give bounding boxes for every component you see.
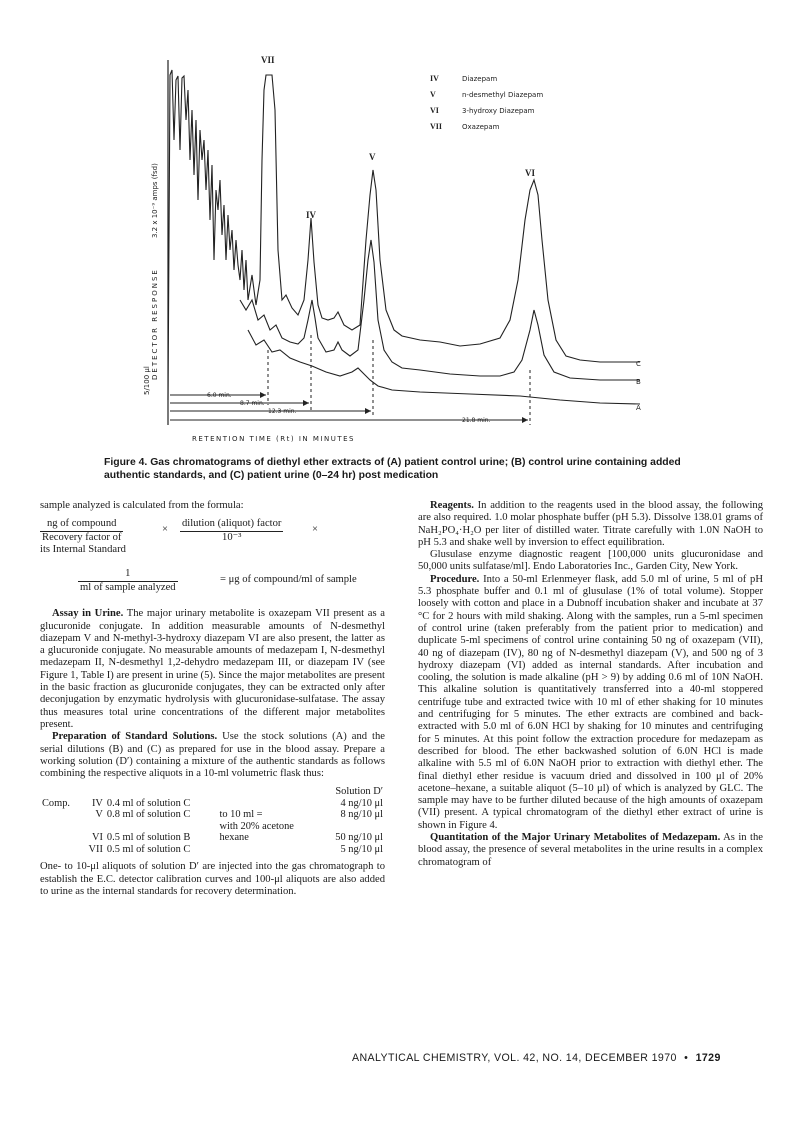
prep-paragraph [40,731,385,780]
y-axis-label: DETECTOR RESPONSE [151,268,159,380]
prep-body: Use the stock solutions (A) and the serial dilutions (B) and (C) as prepared for use in the blood assay. Prepare a working solution (D′) containing a mixture of the authentic standards as follows combining the respective aliquots in a 10-ml volumetric flask thus: [40,731,385,780]
legend-key-vii: VII [430,122,443,131]
legend-name-vii: Oxazepam [462,123,500,131]
procedure-paragraph [418,574,763,832]
assay-paragraph [40,608,385,731]
interval-label-8-7: 8.7 min. [240,400,265,407]
prep-heading: Preparation of Standard Solutions. [52,731,218,743]
y-bottom-label: 5/100 μl [143,366,151,395]
peak-label-iv: IV [306,210,317,220]
formula-one [40,518,385,562]
trace-label-c: C [636,360,641,368]
table-row-vi-id: VI [91,832,103,844]
interval-label-6: 6.0 min. [207,392,232,399]
f1-times: × [162,524,168,536]
f1-num-a: ng of compound [40,518,123,531]
procedure-heading: Procedure. [430,573,480,585]
table-row-vi-conc: 50 ng/10 μl [335,832,383,844]
reagents-paragraph [418,500,763,549]
trace-label-b: B [636,378,641,386]
legend-key-v: V [430,90,436,99]
formula-two [40,568,385,608]
quantitation-paragraph [418,832,763,869]
reagents-heading: Reagents. [430,500,474,511]
f1-times-2: × [312,524,318,536]
y-scale-label: 3.2 x 10⁻⁹ amps (fsd) [151,163,159,238]
legend-name-v: n-desmethyl Diazepam [462,91,544,99]
table-dilution-3: hexane [219,832,249,844]
peak-label-vi: VI [525,168,536,178]
table-row-v-id: V [95,809,103,821]
assay-body: The major urinary metabolite is oxazepam VII present as a glucuronide conjugate. In addition measurable amounts of N-desmethyl diazepam V and N-methyl-3-hydroxy diazepam VI are also present, the latter as a glucuronide conjugate. No measurable amounts of medazepam I, N-desmethyl medazepam II, N-desmethyl 1,2-dehydro medazepam III, or diazepam IV (see Figure 1, Table I) are present in urine (5). Since the major metabolites are present in the basic fraction as glucuronide conjugates, they can be extracted only after deconjugation by enzymatic hydrolysis with glucuronidase-sulfatase. The assay thus measures total urine concentrations of the different major metabolites present. [40,608,385,730]
legend-name-vi: 3-hydroxy Diazepam [462,107,535,115]
trace-a [248,330,640,404]
table-row-vii-conc: 5 ng/10 μl [340,843,383,855]
legend-key-iv: IV [430,74,439,83]
table-row-iv-id: IV [91,797,103,809]
table-row-vii-id: VII [88,843,103,855]
f2-den: ml of sample analyzed [80,581,176,593]
after-table-paragraph: One- to 10-μl aliquots of solution D′ are injected into the gas chromatograph to establish the E.C. detector calibration curves and 100-μl aliquots are also added to urine as the internal standards for recovery determination. [40,861,385,898]
chromatogram-figure [0,0,807,450]
journal-name: ANALYTICAL CHEMISTRY, VOL. 42, NO. 14, DECEMBER 1970 [352,1052,677,1064]
left-column [40,500,385,898]
formula-intro: sample analyzed is calculated from the formula: [40,500,244,511]
f1-num-b: dilution (aliquot) factor [180,518,283,531]
trace-c [168,70,640,400]
page-number: 1729 [695,1052,721,1064]
right-column [418,500,763,869]
interval-label-12-3: 12.3 min. [268,408,297,415]
quantitation-body: As in the blood assay, the presence of several metabolites in the urine results in a complex chromatogram of [418,832,763,868]
table-row-vii-amount: 0.5 ml of solution C [106,843,191,855]
assay-heading: Assay in Urine. [52,608,124,620]
table-dilution-2: with 20% acetone [219,820,294,832]
caption-text: Gas chromatograms of diethyl ether extracts of (A) patient control urine; (B) control urine containing added authentic standards, and (C) patient urine (0–24 hr) post medication [104,457,681,481]
table-row-iv-amount: 0.4 ml of solution C [106,797,191,809]
table-row-v-amount: 0.8 ml of solution C [106,809,191,821]
quantitation-heading: Quantitation of the Major Urinary Metabolites of Medazepam. [430,832,721,844]
footer-bullet: • [684,1052,689,1064]
table-dilution-1: to 10 ml = [219,809,263,821]
table-header: Solution D′ [335,786,383,798]
f1-den-b: 10⁻³ [222,531,242,543]
f2-num: 1 [78,568,178,581]
solution-table [40,786,385,855]
table-row-vi-amount: 0.5 ml of solution B [106,832,191,844]
table-row-v-conc: 8 ng/10 μl [340,809,383,821]
peak-label-vii: VII [261,55,275,65]
page-footer [352,1052,721,1064]
procedure-body: Into a 50-ml Erlenmeyer flask, add 5.0 ml of urine, 5 ml of pH 5.3 phosphate buffer and 0.1 ml of glusulase (1% of total volume). Stopper loosely with cotton and place in a Dubnoff incubation shaker and incubate at 37 °C for 2 hours with mild shaking. Along with the samples, run a 5-ml specimen of control urine (taken preferably from the patient prior to medication) and duplicate 5-ml specimens of control urine containing 50 ng of oxazepam (VII), 40 ng of diazepam (IV), 80 ng of N-desmethyl diazepam (V), and 500 ng of 3 hydroxy diazepam (VI) added as internal standards. After incubation and cooling, the solution is made alkaline (pH > 9) by adding 0.6 ml of 10N NaOH. This alkaline solution is quantitatively transferred into a 40-ml stoppered centrifuge tube and extracted twice with 10 ml of ether shaking for 10 minutes and centrifuging for 5 minutes. The ether extracts are combined and back-extracted with 5.0 ml of 6.0N HCl by shaking for 10 minutes and centrifuging for 5 minutes. At this point follow the extraction procedure for medazepam as described for blood. The ether backwashed solution of 6.0N HCl is made alkaline with 5.5 ml of 6.0N NaOH prior to extraction with diethyl ether. The final diethyl ether residue is vacuum dried and dissolved in 100 μl of 20% acetone–hexane, a suitable aliquot (5–10 μl) of which is analyzed by GLC. The sample may have to be further diluted because of the high amounts of oxazepam (VII) present. A typical chromatogram of the diethyl ether extract of urine is shown in Figure 4. [418,573,763,831]
glusulase-paragraph: Glusulase enzyme diagnostic reagent [100,000 units glucuronidase and 50,000 units sulfatase/ml]. Endo Laboratories Inc., Garden City, New York. [418,549,763,573]
reagents-body: In addition to the reagents used in the blood assay, the following are also required. 1.0 molar phosphate buffer (pH 5.3). Dissolve 138.01 grams of NaH₂PO₄·H₂O per liter of distilled water. Titrate carefully with 1.0N NaOH to pH 5.3 and shake well by inversion to effect equilibration. [418,500,763,548]
legend-key-vi: VI [430,106,439,115]
f1-tail: its Internal Standard [40,544,126,556]
peak-label-v: V [369,152,376,162]
trace-label-a: A [636,404,641,412]
interval-label-21-8: 21.8 min. [462,417,491,424]
caption-lead: Figure 4. [104,457,148,468]
figure-caption [104,456,704,482]
legend-name-iv: Diazepam [462,75,498,83]
f1-den-a: Recovery factor of [42,531,122,543]
f2-rhs: = μg of compound/ml of sample [220,574,357,586]
x-axis-label: RETENTION TIME (Rt) IN MINUTES [192,435,355,443]
table-comp: Comp. [42,797,71,809]
table-row-iv-conc: 4 ng/10 μl [340,797,383,809]
